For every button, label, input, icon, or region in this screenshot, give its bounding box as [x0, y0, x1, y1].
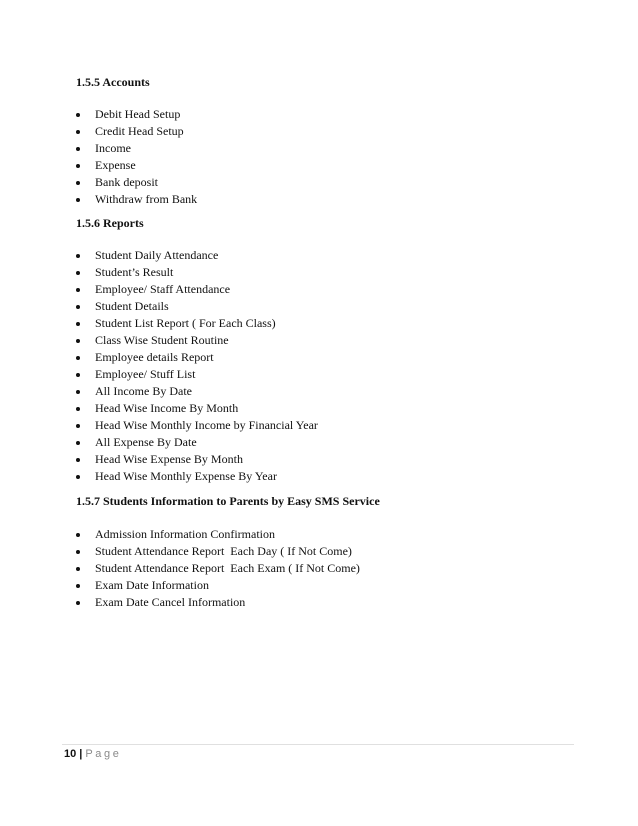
- list-item-text: Head Wise Monthly Income by Financial Year: [95, 418, 318, 432]
- list-item-text: Admission Information Confirmation: [95, 527, 275, 541]
- list-item-text: Income: [95, 141, 131, 155]
- bullet-icon: [76, 584, 80, 588]
- footer-separator: |: [79, 748, 83, 760]
- list-item-text: Student List Report ( For Each Class): [95, 316, 276, 330]
- bullet-icon: [76, 424, 80, 428]
- bullet-icon: [76, 271, 80, 275]
- bullet-icon: [76, 550, 80, 554]
- list-item-text: All Income By Date: [95, 384, 192, 398]
- list-item-text: Student’s Result: [95, 265, 174, 279]
- bullet-icon: [76, 407, 80, 411]
- bullet-icon: [76, 322, 80, 326]
- section-heading-sms-service: 1.5.7 Students Information to Parents by Easy SMS Service: [76, 494, 380, 508]
- list-item-text: Student Daily Attendance: [95, 248, 219, 262]
- bullet-icon: [76, 113, 80, 117]
- list-item-text: Exam Date Cancel Information: [95, 595, 246, 609]
- section-heading-reports: 1.5.6 Reports: [76, 216, 144, 230]
- bullet-icon: [76, 198, 80, 202]
- list-item-text: Head Wise Monthly Expense By Year: [95, 469, 277, 483]
- bullet-icon: [76, 373, 80, 377]
- bullet-icon: [76, 339, 80, 343]
- bullet-icon: [76, 288, 80, 292]
- bullet-icon: [76, 130, 80, 134]
- list-item-text: Head Wise Income By Month: [95, 401, 239, 415]
- list-item-text: Head Wise Expense By Month: [95, 452, 243, 466]
- list-item-text: Bank deposit: [95, 175, 158, 189]
- bullet-icon: [76, 601, 80, 605]
- bullet-icon: [76, 164, 80, 168]
- list-item-text: Debit Head Setup: [95, 107, 181, 121]
- footer-divider: [62, 744, 574, 745]
- bullet-icon: [76, 533, 80, 537]
- list-item-text: Exam Date Information: [95, 578, 209, 592]
- page-footer: [64, 747, 121, 761]
- list-item-text: Student Attendance Report Each Day ( If Not Come): [95, 544, 352, 558]
- bullet-icon: [76, 254, 80, 258]
- bullet-icon: [76, 305, 80, 309]
- bullet-icon: [76, 441, 80, 445]
- bullet-icon: [76, 475, 80, 479]
- list-item-text: Student Attendance Report Each Exam ( If Not Come): [95, 561, 360, 575]
- bullet-icon: [76, 356, 80, 360]
- bullet-icon: [76, 390, 80, 394]
- list-item-text: Employee/ Staff Attendance: [95, 282, 231, 296]
- page-number: 10: [64, 748, 77, 760]
- bullet-icon: [76, 147, 80, 151]
- list-item-text: Class Wise Student Routine: [95, 333, 229, 347]
- bullet-icon: [76, 567, 80, 571]
- list-item-text: Employee details Report: [95, 350, 214, 364]
- bullet-icon: [76, 458, 80, 462]
- bullet-icon: [76, 181, 80, 185]
- list-item-text: Expense: [95, 158, 136, 172]
- section-heading-accounts: 1.5.5 Accounts: [76, 75, 150, 89]
- list-item-text: Withdraw from Bank: [95, 192, 198, 206]
- page-label: Page: [85, 748, 122, 760]
- list-item-text: Student Details: [95, 299, 169, 313]
- list-item-text: Credit Head Setup: [95, 124, 184, 138]
- list-item-text: Employee/ Stuff List: [95, 367, 196, 381]
- list-item-text: All Expense By Date: [95, 435, 197, 449]
